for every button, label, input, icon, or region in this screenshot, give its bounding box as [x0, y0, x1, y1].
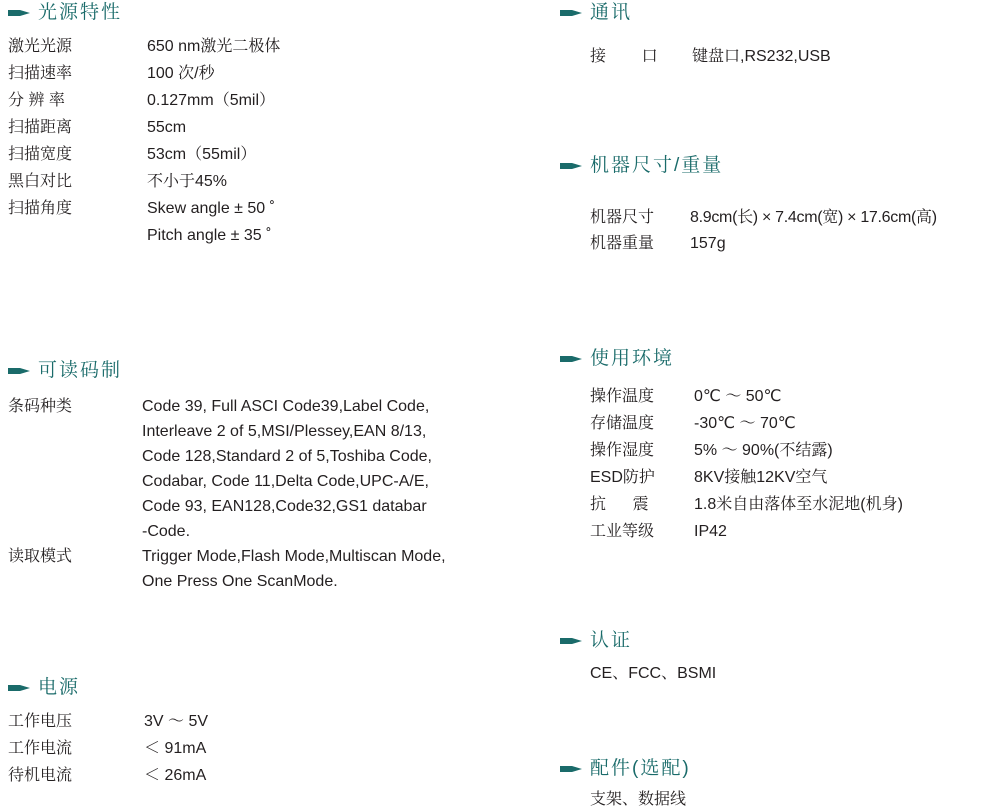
spec-label: 扫描速率: [8, 65, 73, 82]
spec-value: -30℃ ～ 70℃: [694, 415, 796, 432]
spec-value-line: Interleave 2 of 5,MSI/Plessey,EAN 8/13,: [142, 423, 427, 440]
section-title: 电源: [38, 677, 81, 698]
section-readable-codes: [8, 358, 508, 590]
spec-value: 157g: [690, 235, 726, 252]
spec-value: 3V ～ 5V: [144, 713, 209, 730]
spec-value: 0℃ ～ 50℃: [694, 388, 782, 405]
section-power: [8, 675, 408, 784]
spec-value-line: Code 39, Full ASCI Code39,Label Code,: [142, 398, 430, 415]
spec-value: 8.9cm(长) × 7.4cm(宽) × 17.6cm(高): [690, 209, 937, 226]
section-title: 认证: [590, 630, 633, 651]
section-accessories: [560, 756, 990, 808]
spec-label: 激光光源: [8, 38, 73, 55]
spec-label: 读取模式: [8, 548, 73, 565]
triangle-arrow-right-icon: [8, 681, 30, 695]
spec-value: 100 次/秒: [147, 65, 215, 82]
section-title-row: [8, 358, 508, 384]
spec-label: 黑白对比: [8, 173, 73, 190]
section-environment: [560, 346, 990, 540]
triangle-arrow-right-icon: [560, 6, 582, 20]
spec-label: 条码种类: [8, 398, 73, 415]
section-communication: [560, 0, 990, 65]
accessories-list: 支架、数据线: [590, 791, 687, 808]
section-title-row: [8, 675, 408, 701]
section-title-row: [560, 153, 1000, 179]
section-title-row: [560, 346, 990, 372]
spec-value: 53cm（55mil）: [147, 146, 257, 163]
triangle-arrow-right-icon: [560, 634, 582, 648]
spec-value: 键盘口,RS232,USB: [692, 48, 831, 65]
spec-value: 8KV接触12KV空气: [694, 469, 828, 486]
section-title-row: [560, 756, 990, 782]
spec-value-line: One Press One ScanMode.: [142, 573, 338, 590]
spec-label: 工业等级: [590, 523, 655, 540]
spec-label: 分 辨 率: [8, 92, 65, 109]
triangle-arrow-right-icon: [8, 6, 30, 20]
spec-value: IP42: [694, 523, 727, 540]
section-title: 使用环境: [590, 348, 675, 369]
spec-label: 存储温度: [590, 415, 655, 432]
triangle-arrow-right-icon: [560, 159, 582, 173]
spec-value: 55cm: [147, 119, 187, 136]
section-title: 配件(选配): [590, 758, 691, 779]
section-title-row: [560, 628, 990, 654]
spec-label: 机器尺寸: [590, 209, 655, 226]
spec-value: 1.8米自由落体至水泥地(机身): [694, 496, 903, 513]
spec-label: 工作电流: [8, 740, 73, 757]
spec-value-line: Codabar, Code 11,Delta Code,UPC-A/E,: [142, 473, 429, 490]
spec-value-line: Code 128,Standard 2 of 5,Toshiba Code,: [142, 448, 432, 465]
spec-label: 操作湿度: [590, 442, 655, 459]
triangle-arrow-right-icon: [560, 762, 582, 776]
spec-value: 不小于45%: [147, 173, 228, 190]
section-certification: [560, 628, 990, 682]
spec-value: ＜ 91mA: [144, 740, 207, 757]
certification-list: CE、FCC、BSMI: [590, 665, 717, 682]
spec-value: ＜ 26mA: [144, 767, 207, 784]
spec-label: 扫描宽度: [8, 146, 73, 163]
spec-label: 待机电流: [8, 767, 73, 784]
spec-label: 扫描角度: [8, 200, 73, 217]
section-title: 通讯: [590, 2, 633, 23]
section-title: 光源特性: [38, 2, 123, 23]
spec-label: ESD防护: [590, 469, 655, 486]
triangle-arrow-right-icon: [560, 352, 582, 366]
spec-label: 工作电压: [8, 713, 73, 730]
section-title: 可读码制: [38, 360, 123, 381]
spec-value-line: Trigger Mode,Flash Mode,Multiscan Mode,: [142, 548, 446, 565]
spec-value: 5% ～ 90%(不结露): [694, 442, 833, 459]
section-title-row: [560, 0, 990, 26]
spec-label: 接 口: [590, 48, 658, 65]
spec-value: Skew angle ± 50 ˚: [147, 200, 275, 217]
spec-label: 扫描距离: [8, 119, 73, 136]
spec-value-line: -Code.: [142, 523, 191, 540]
spec-value: 650 nm激光二极体: [147, 38, 281, 55]
spec-label: 操作温度: [590, 388, 655, 405]
section-title-row: [8, 0, 488, 26]
section-light-source: [8, 0, 488, 244]
section-title: 机器尺寸/重量: [590, 155, 724, 176]
spec-label: 抗 震: [590, 496, 649, 513]
spec-value-line: Code 93, EAN128,Code32,GS1 databar: [142, 498, 427, 515]
spec-value: 0.127mm（5mil）: [147, 92, 276, 109]
spec-label: 机器重量: [590, 235, 655, 252]
triangle-arrow-right-icon: [8, 364, 30, 378]
section-dimensions: [560, 153, 1000, 252]
spec-value: Pitch angle ± 35 ˚: [147, 227, 272, 244]
